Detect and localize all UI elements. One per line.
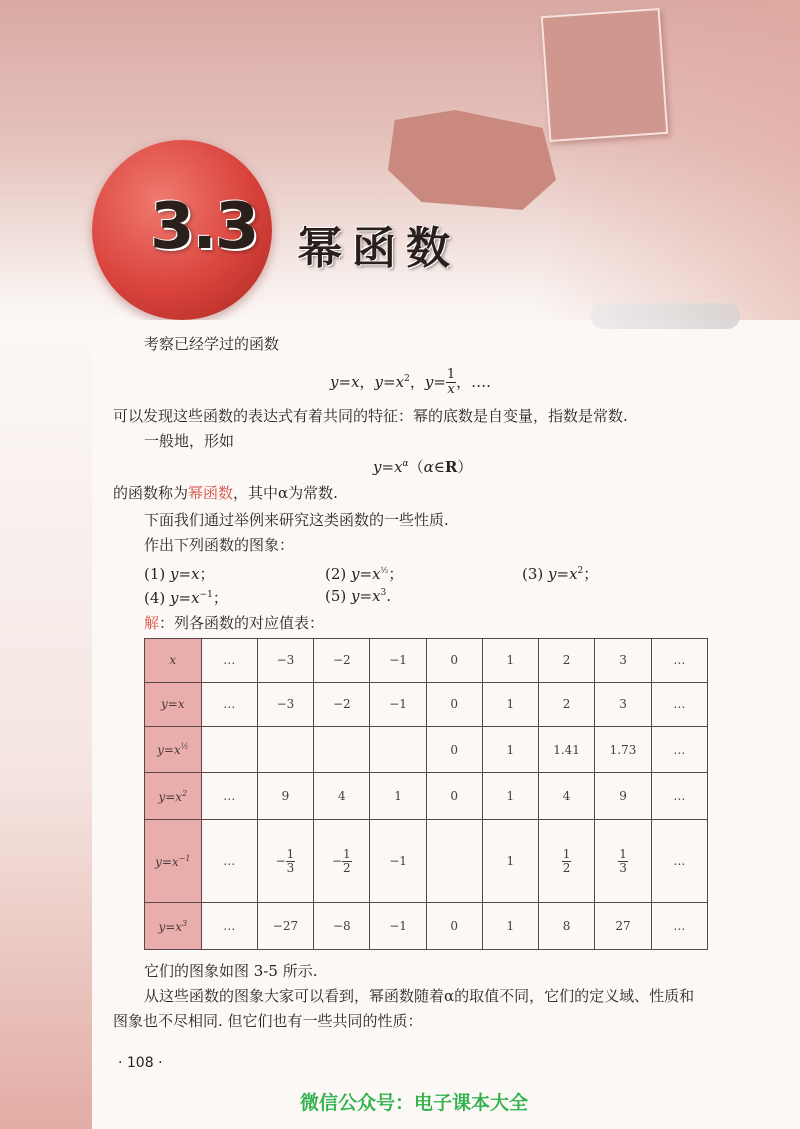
row-header: y=x (145, 682, 202, 726)
table-row (145, 639, 708, 683)
table-row (145, 726, 708, 773)
table-cell (314, 726, 370, 773)
intro-line: 考察已经学过的函数 (144, 335, 280, 353)
table-cell: … (201, 903, 257, 950)
table-cell: −3 (257, 639, 313, 683)
item-5: (5) $y=x^3$. (325, 587, 392, 605)
table-cell: … (651, 726, 707, 773)
general-line: 一般地，形如 (144, 432, 235, 450)
table-row (145, 903, 708, 950)
solution-text: ：列各函数的对应值表： (159, 614, 325, 632)
table-cell: −1 (370, 820, 426, 903)
table-cell: … (651, 903, 707, 950)
table-cell: −27 (257, 903, 313, 950)
observe-line: 可以发现这些函数的表达式有着共同的特征：幂的底数是自变量，指数是常数. (113, 407, 628, 425)
section-number: 3.3 (150, 190, 258, 264)
table-cell (538, 820, 594, 903)
row-header: $y=x^3$ (145, 903, 202, 950)
table-cell: … (651, 820, 707, 903)
table-cell: 9 (257, 773, 313, 820)
item-3: (3) $y=x^2$； (522, 565, 599, 583)
table-row (145, 773, 708, 820)
row-header: $y=x^{-1}$ (145, 820, 202, 903)
definition-term: 幂函数 (188, 484, 234, 502)
page-number: · 108 · (118, 1055, 163, 1071)
table-cell: 3 (595, 639, 651, 683)
fraction: $\frac{1}{3}$ (286, 846, 295, 875)
table-cell: … (201, 773, 257, 820)
table-cell (257, 726, 313, 773)
definition-line (113, 482, 338, 503)
table-cell: 1 (482, 773, 538, 820)
table-cell: −1 (370, 903, 426, 950)
table-cell: … (651, 639, 707, 683)
table-cell: −2 (314, 682, 370, 726)
item-4: (4) $y=x^{-1}$； (144, 589, 228, 607)
table-cell: 4 (538, 773, 594, 820)
table-cell: −2 (314, 639, 370, 683)
table-cell: 2 (538, 682, 594, 726)
table-row (145, 820, 708, 903)
table-cell: 3 (595, 682, 651, 726)
task-line: 作出下列函数的图象： (144, 536, 295, 554)
fraction: $\frac{1}{2}$ (343, 846, 351, 875)
fraction: $\frac{1}{3}$ (619, 846, 627, 875)
watermark: 微信公众号：电子课本大全 (300, 1092, 529, 1114)
table-cell: … (201, 820, 257, 903)
table-cell: − $\frac{1}{2}$ (314, 820, 370, 903)
left-margin-strip (0, 320, 92, 1129)
table-cell: 0 (426, 773, 482, 820)
table-cell: −1 (370, 682, 426, 726)
row-header: x (145, 639, 202, 683)
table-cell (595, 820, 651, 903)
table-cell: 4 (314, 773, 370, 820)
table-cell: 2 (538, 639, 594, 683)
definition-pre: 的函数称为 (113, 484, 189, 502)
conclusion-line-2: 图象也不尽相同. 但它们也有一些共同的性质： (113, 1012, 423, 1030)
definition-post: ，其中α为常数. (233, 484, 338, 502)
table-cell: 1 (482, 682, 538, 726)
table-cell: 27 (595, 903, 651, 950)
table-cell: … (201, 639, 257, 683)
section-title: 幂函数 (298, 223, 460, 274)
table-cell: 8 (538, 903, 594, 950)
table-cell: 1 (482, 639, 538, 683)
table-cell: 9 (595, 773, 651, 820)
row-header: $y=x^{\frac{1}{2}}$ (145, 726, 202, 773)
table-cell: 0 (426, 639, 482, 683)
table-cell: 1 (482, 820, 538, 903)
table-cell: 0 (426, 726, 482, 773)
section-pill (590, 303, 740, 329)
conclusion-line-1: 从这些函数的图象大家可以看到，幂函数随着α的取值不同，它们的定义域、性质和 (144, 987, 695, 1005)
table-cell: 1 (482, 726, 538, 773)
leaf-photo (541, 8, 668, 142)
table-cell: 1 (482, 903, 538, 950)
table-cell: 0 (426, 682, 482, 726)
fraction: $\frac{1}{2}$ (562, 846, 571, 875)
formula-line-1: y=x，$y=x^2$，y= $\frac{1}{x}$ ，…. (330, 367, 491, 398)
solution-line (144, 612, 324, 633)
item-2: (2) $y=x^{\frac{1}{2}}$； (325, 565, 404, 583)
table-cell (426, 820, 482, 903)
table-cell: −8 (314, 903, 370, 950)
table-cell: − $\frac{1}{3}$ (257, 820, 313, 903)
table-cell: 0 (426, 903, 482, 950)
value-table (144, 638, 708, 950)
table-cell: 1.41 (538, 726, 594, 773)
graph-reference: 它们的图象如图 3-5 所示. (144, 962, 318, 980)
table-cell (201, 726, 257, 773)
table-cell: −1 (370, 639, 426, 683)
table-cell: … (201, 682, 257, 726)
table-cell: −3 (257, 682, 313, 726)
table-row (145, 682, 708, 726)
table-cell (370, 726, 426, 773)
item-1: (1) y=x； (144, 565, 215, 583)
fossil-photo (388, 110, 556, 210)
table-cell: … (651, 773, 707, 820)
formula-line-2: $y=x^\alpha(\alpha\in R)$ (373, 458, 473, 476)
row-header: $y=x^2$ (145, 773, 202, 820)
table-cell: 1.73 (595, 726, 651, 773)
study-line: 下面我们通过举例来研究这类函数的一些性质. (144, 511, 449, 529)
solution-label: 解 (144, 614, 160, 632)
table-cell: 1 (370, 773, 426, 820)
table-cell: … (651, 682, 707, 726)
chapter-banner (0, 0, 800, 320)
